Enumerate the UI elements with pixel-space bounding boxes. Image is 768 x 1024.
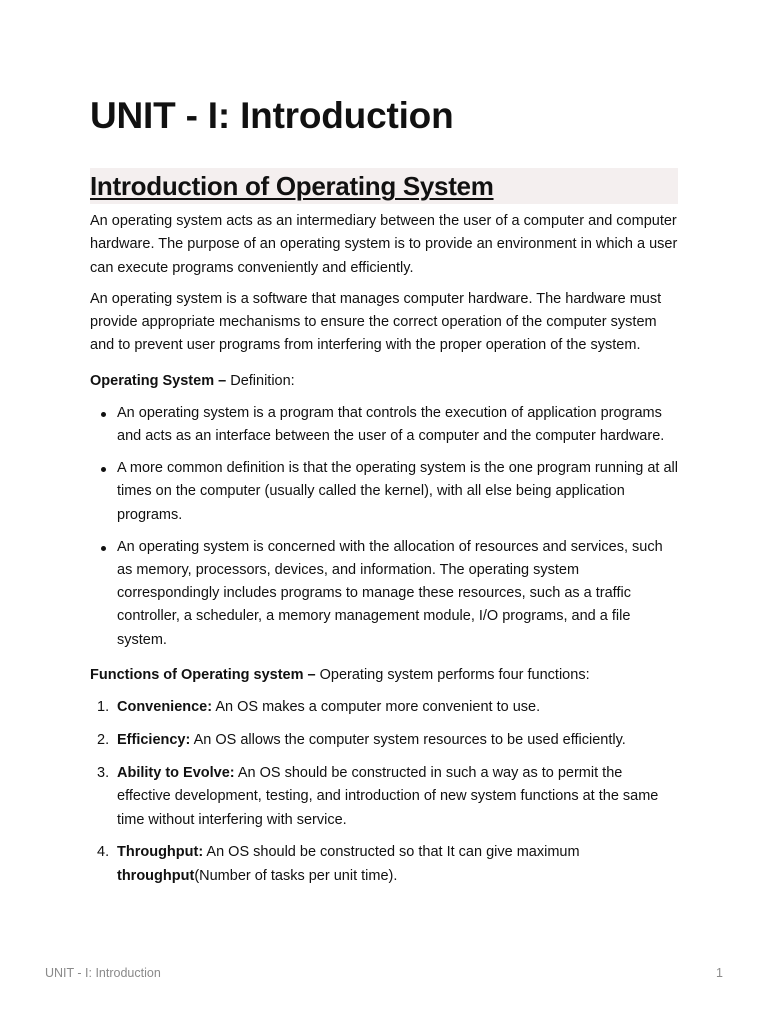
definition-list: [90, 402, 678, 652]
functions-label: Functions of Operating system –: [90, 667, 316, 684]
functions-heading-text: Operating system performs four functions:: [315, 667, 590, 684]
footer-title: UNIT - I: Introduction: [45, 966, 161, 980]
section-heading-block: [90, 168, 678, 204]
list-item: [97, 696, 678, 719]
list-number: 4.: [97, 844, 110, 861]
list-item: [97, 762, 678, 832]
page-title: UNIT - I: Introduction: [90, 95, 454, 136]
document-body: [90, 210, 678, 897]
function-text: An OS should be constructed so that It can give maximum: [203, 844, 580, 861]
function-text: An OS allows the computer system resources to be used efficiently.: [190, 732, 626, 749]
list-item: [97, 729, 678, 752]
paragraph: An operating system is a software that manages computer hardware. The hardware must provide appropriate mechanisms to ensure the correct operation of the computer system and to prevent user programs from interfering with the proper operation of the system.: [90, 290, 662, 354]
function-term: Ability to Evolve:: [117, 764, 235, 781]
list-item: An operating system is a program that controls the execution of application programs and acts as an interface between the user of a computer and the computer hardware.: [117, 402, 678, 449]
page-number: 1: [716, 966, 723, 980]
list-item: [97, 841, 678, 888]
definition-heading-text: Definition:: [226, 372, 295, 389]
definition-heading: [90, 370, 678, 393]
functions-list: [90, 696, 678, 888]
functions-heading: [90, 664, 678, 687]
list-number: 2.: [97, 732, 110, 749]
function-bold-term: throughput: [117, 867, 195, 884]
list-number: 1.: [97, 699, 110, 716]
list-item: A more common definition is that the operating system is the one program running at all times on the computer (usually called the kernel), with all else being application programs.: [117, 457, 678, 527]
function-term: Throughput:: [117, 844, 204, 861]
list-item: An operating system is concerned with the allocation of resources and services, such as memory, processors, devices, and information. The operating system correspondingly includes programs to manage these resources, such as a traffic controller, a scheduler, a memory management module, I/O programs, and a file system.: [117, 536, 678, 652]
function-text: An OS makes a computer more convenient to use.: [212, 699, 541, 716]
function-term: Convenience:: [117, 699, 213, 716]
paragraph: An operating system acts as an intermediary between the user of a computer and computer hardware. The purpose of an operating system is to provide an environment in which a user can execute programs conveniently and efficiently.: [90, 213, 678, 276]
function-term: Efficiency:: [117, 732, 191, 749]
function-text: An OS should be constructed in such a way as to permit the effective development, testing, and introduction of new system functions at the same time without interfering with service.: [117, 764, 659, 828]
section-heading: Introduction of Operating System: [90, 171, 494, 201]
function-tail-text: (Number of tasks per unit time).: [194, 867, 398, 884]
definition-label: Operating System –: [90, 372, 227, 389]
list-number: 3.: [97, 764, 110, 781]
